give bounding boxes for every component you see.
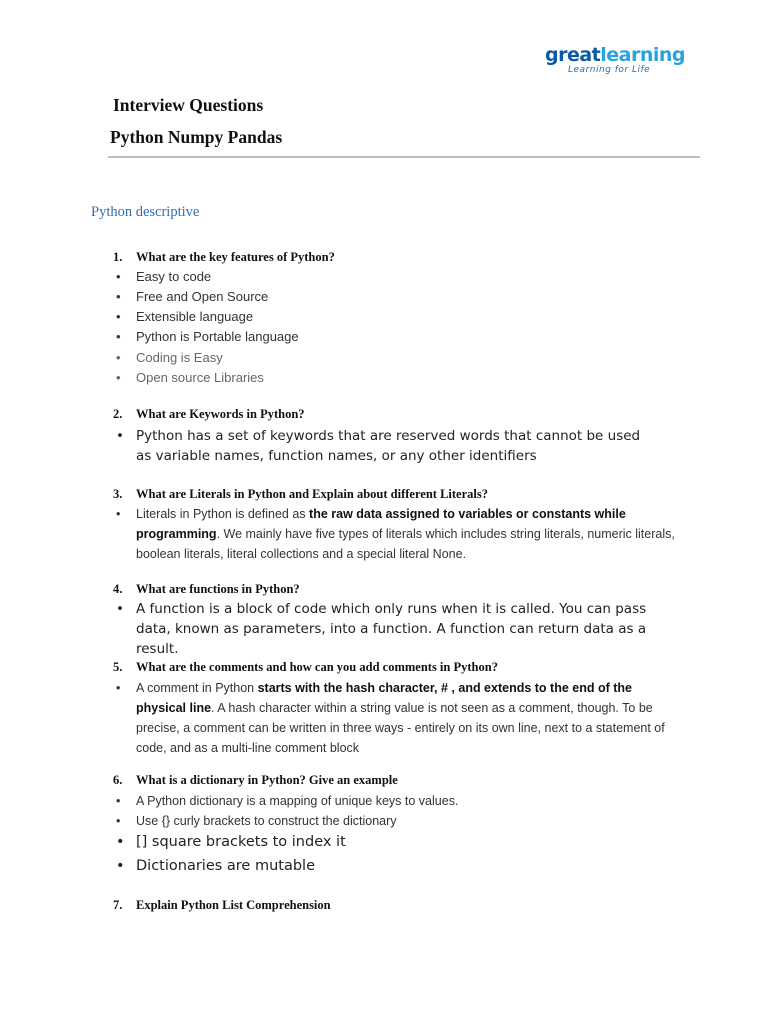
list-item: • Easy to code <box>116 269 212 284</box>
list-item: • A Python dictionary is a mapping of unique keys to values. <box>116 794 459 808</box>
list-item: • Coding is Easy <box>116 350 223 365</box>
question-6: 6. What is a dictionary in Python? Give an example <box>113 773 398 787</box>
list-item: • Open source Libraries <box>116 370 264 385</box>
list-item: • Dictionaries are mutable <box>116 858 315 874</box>
title-divider <box>108 156 700 158</box>
list-item: • Python is Portable language <box>116 329 299 344</box>
question-4: 4. What are functions in Python? <box>113 582 300 596</box>
question-3: 3. What are Literals in Python and Explain about different Literals? <box>113 487 488 501</box>
logo-tagline: Learning for Life <box>568 65 651 75</box>
list-item: • Python has a set of keywords that are reserved words that cannot be used as variable names, function names, or any other identifiers <box>116 428 641 464</box>
list-item: • Free and Open Source <box>116 289 269 304</box>
section-heading: Python descriptive <box>91 204 200 220</box>
question-1: 1. What are the key features of Python? <box>113 250 335 264</box>
list-item: • [] square brackets to index it <box>116 834 346 850</box>
question-7: 7. Explain Python List Comprehension <box>113 898 331 912</box>
question-5: 5. What are the comments and how can you add comments in Python? <box>113 660 498 674</box>
list-item: • Use {} curly brackets to construct the dictionary <box>116 814 397 828</box>
document-subtitle: Python Numpy Pandas <box>110 127 283 147</box>
logo-wordmark: greatlearning <box>545 44 686 66</box>
question-2: 2. What are Keywords in Python? <box>113 407 305 421</box>
document-title: Interview Questions <box>113 95 264 115</box>
list-item: • A function is a block of code which only runs when it is called. You can pass data, known as parameters, into a function. A function can return data as a result. <box>116 601 647 657</box>
list-item: • Literals in Python is defined as the raw data assigned to variables or constants while programming. We mainly have five types of literals which includes string literals, numeric literals, boolean literals, literal collections and a special literal None. <box>116 507 675 561</box>
list-item: • Extensible language <box>116 309 254 324</box>
greatlearning-logo <box>545 44 685 75</box>
list-item: • A comment in Python starts with the hash character, # , and extends to the end of the physical line. A hash character within a string value is not seen as a comment, though. To be precise, a comment can be written in three ways - entirely on its own line, next to a statement of code, and as a multi-line comment block <box>116 681 665 755</box>
